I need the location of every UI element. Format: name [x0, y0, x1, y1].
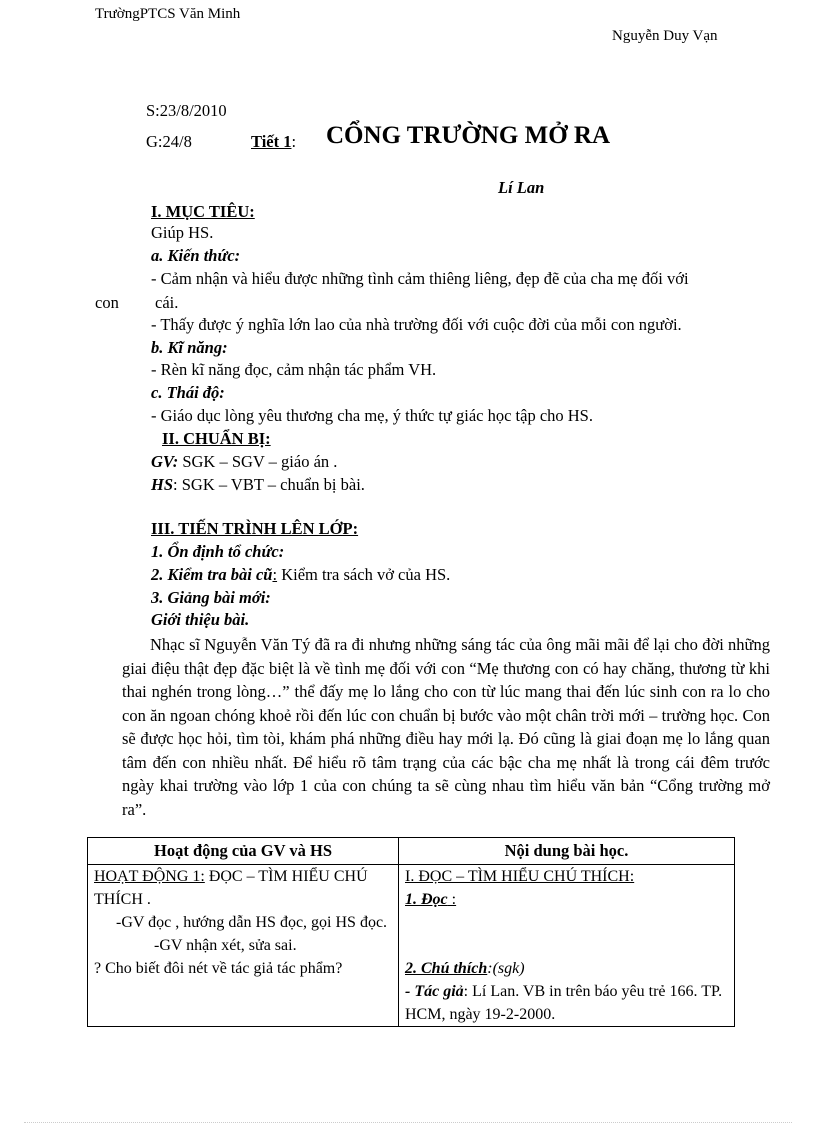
process-step-2: 2. Kiểm tra bài cũ: Kiểm tra sách vở của HS.: [151, 565, 451, 584]
process-step-1: 1. Ổn định tổ chức:: [151, 542, 285, 561]
table-header-row: [88, 838, 735, 865]
knowledge-item-1-cont: cái.: [155, 293, 179, 312]
objectives-heading: I. MỤC TIÊU:: [151, 202, 255, 221]
activity-line-3: ? Cho biết đôi nét về tác giả tác phẩm?: [94, 960, 343, 977]
content-cell: [399, 865, 735, 1027]
table-header-activity: Hoạt động của GV và HS: [88, 838, 399, 865]
skill-item-1: - Rèn kĩ năng đọc, cảm nhận tác phẩm VH.: [151, 360, 437, 379]
activity-title: HOẠT ĐỘNG 1: ĐỌC – TÌM HIỂU CHÚ THÍCH .: [94, 868, 368, 908]
table-row: [88, 865, 735, 1027]
content-section: I. ĐỌC – TÌM HIỂU CHÚ THÍCH:: [405, 868, 635, 885]
skill-heading: b. Kĩ năng:: [151, 338, 228, 357]
content-read: 1. Đọc :: [405, 891, 457, 908]
activity-line-1: -GV đọc , hướng dẫn HS đọc, gọi HS đọc.: [116, 914, 388, 931]
content-spacer: [405, 911, 728, 957]
preparation-heading: II. CHUẨN BỊ:: [162, 429, 271, 448]
table-header-content: Nội dung bài học.: [399, 838, 735, 865]
preparation-gv: GV: SGK – SGV – giáo án .: [151, 452, 338, 471]
page-title: CỔNG TRƯỜNG MỞ RA: [326, 122, 611, 149]
content-note: 2. Chú thích:(sgk): [405, 960, 525, 977]
objectives-intro: Giúp HS.: [151, 223, 214, 242]
intro-heading: Giới thiệu bài.: [151, 610, 250, 629]
knowledge-item-1: - Cảm nhận và hiểu được những tình cảm thiêng liêng, đẹp đẽ của cha mẹ đối với: [151, 269, 689, 288]
lesson-number: Tiết 1:: [251, 132, 297, 151]
school-name: TrườngPTCS Văn Minh: [95, 6, 241, 22]
activity-line-2: -GV nhận xét, sửa sai.: [154, 937, 297, 954]
content-author: - Tác giả: Lí Lan. VB in trên báo yêu trẻ 166. TP. HCM, ngày 19-2-2000.: [405, 983, 723, 1023]
teach-date: G:24/8: [146, 132, 192, 151]
intro-paragraph: Nhạc sĩ Nguyễn Văn Tý đã ra đi nhưng những sáng tác của ông mãi mãi để lại cho đời những giai điệu thật đẹp đặc biệt là về tình mẹ đối với con “Mẹ thương con có hay chăng, thương từ khi thai nghén trong lòng…” thể đấy mẹ lo lắng cho con từ lúc mang thai đến lúc sinh con ra lo cho con ăn ngoan chóng khoẻ rồi đến lúc con chuẩn bị bước vào một chân trời mới – trường học. Con sẽ được học hỏi, tìm tòi, khám phá những điều hay mới lạ. Đó cũng là giai đoạn mẹ lo lắng quan tâm đến con nhiều nhất. Để hiểu rõ tâm trạng của các bậc cha mẹ nhất là trong cái đêm trước ngày khai trường vào lớp 1 của con chúng ta sẽ cùng nhau tìm hiểu văn bản “Cổng trường mở ra”.: [122, 635, 770, 819]
lesson-author: Lí Lan: [498, 178, 545, 197]
process-step-3: 3. Giảng bài mới:: [151, 588, 271, 607]
teacher-name: Nguyễn Duy Vạn: [612, 28, 718, 44]
process-heading: III. TIẾN TRÌNH LÊN LỚP:: [151, 519, 359, 538]
knowledge-heading: a. Kiến thức:: [151, 246, 241, 265]
prep-date: S:23/8/2010: [146, 101, 227, 120]
lesson-table: [87, 837, 735, 1027]
activity-cell: [88, 865, 399, 1027]
knowledge-item-1-word: con: [95, 293, 119, 312]
preparation-hs: HS: SGK – VBT – chuẩn bị bài.: [151, 475, 365, 494]
attitude-heading: c. Thái độ:: [151, 383, 225, 402]
knowledge-item-2: - Thấy được ý nghĩa lớn lao của nhà trường đối với cuộc đời của mỗi con người.: [151, 315, 682, 334]
attitude-item-1: - Giáo dục lòng yêu thương cha mẹ, ý thức tự giác học tập cho HS.: [151, 406, 593, 425]
